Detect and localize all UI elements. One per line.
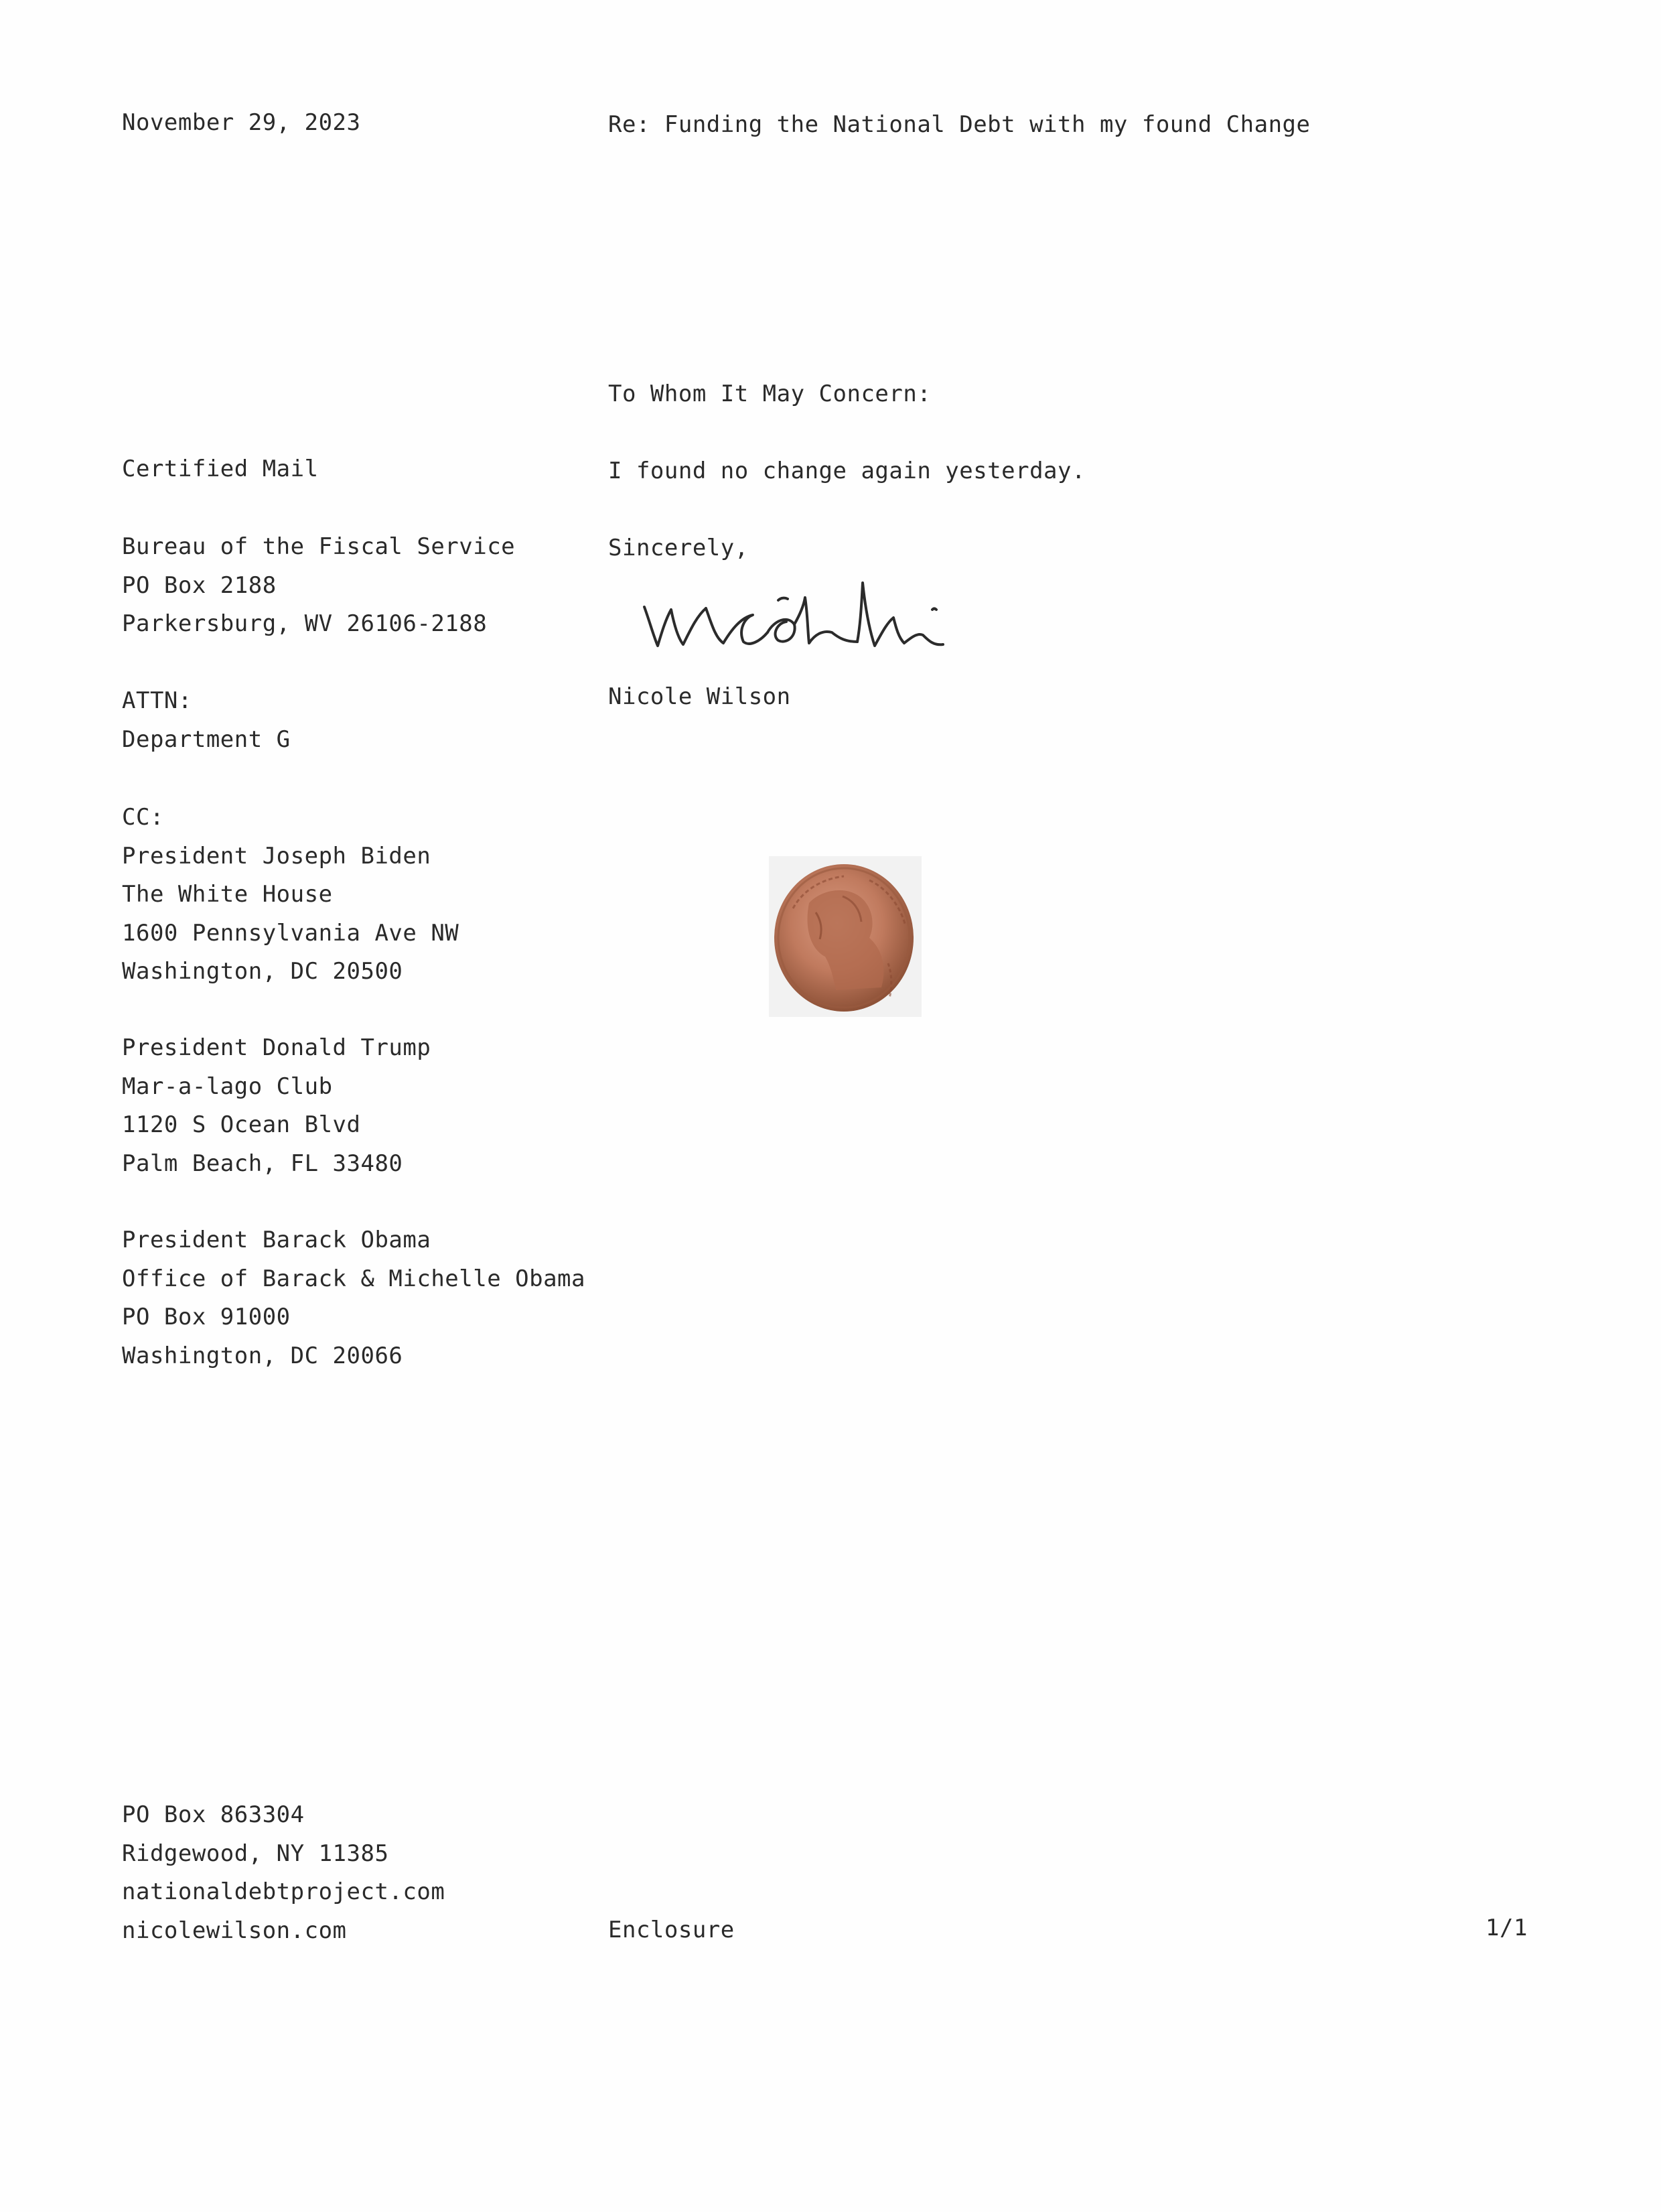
cc-line: 1600 Pennsylvania Ave NW [122, 919, 459, 947]
letter-subject: Re: Funding the National Debt with my found Change [608, 111, 1311, 138]
cc-biden-block [122, 799, 459, 991]
closing: Sincerely, [608, 535, 749, 561]
handwritten-signature [636, 568, 958, 669]
recipient-line: Parkersburg, WV 26106-2188 [122, 610, 488, 637]
recipient-line: PO Box 2188 [122, 571, 277, 599]
cc-obama-block [122, 1221, 585, 1375]
attn-department: Department G [122, 725, 291, 753]
cc-line: PO Box 91000 [122, 1304, 291, 1330]
letter-date: November 29, 2023 [122, 109, 361, 136]
cc-line: President Barack Obama [122, 1227, 431, 1253]
sender-line: Ridgewood, NY 11385 [122, 1840, 389, 1867]
page-number: 1/1 [1486, 1915, 1528, 1941]
cc-line: The White House [122, 881, 333, 908]
salutation: To Whom It May Concern: [608, 381, 932, 407]
recipient-address [122, 528, 515, 644]
cc-line: Washington, DC 20500 [122, 958, 403, 985]
cc-label: CC: [122, 804, 164, 831]
sender-website: nicolewilson.com [122, 1917, 347, 1944]
attn-label: ATTN: [122, 687, 192, 714]
attention-block [122, 682, 291, 759]
cc-line: 1120 S Ocean Blvd [122, 1111, 361, 1138]
mail-type: Certified Mail [122, 456, 319, 482]
enclosure-label: Enclosure [608, 1917, 735, 1943]
penny-image [769, 856, 922, 1017]
sender-line: PO Box 863304 [122, 1801, 305, 1828]
sender-website: nationaldebtproject.com [122, 1878, 445, 1905]
cc-line: President Joseph Biden [122, 842, 431, 870]
sender-address [122, 1796, 445, 1950]
letter-body: I found no change again yesterday. [608, 458, 1086, 484]
cc-line: Mar-a-lago Club [122, 1073, 333, 1100]
cc-trump-block [122, 1029, 431, 1183]
cc-line: President Donald Trump [122, 1034, 431, 1061]
signer-name: Nicole Wilson [608, 683, 791, 710]
cc-line: Office of Barack & Michelle Obama [122, 1265, 586, 1292]
recipient-line: Bureau of the Fiscal Service [122, 533, 516, 560]
cc-line: Palm Beach, FL 33480 [122, 1150, 403, 1177]
cc-line: Washington, DC 20066 [122, 1342, 403, 1369]
